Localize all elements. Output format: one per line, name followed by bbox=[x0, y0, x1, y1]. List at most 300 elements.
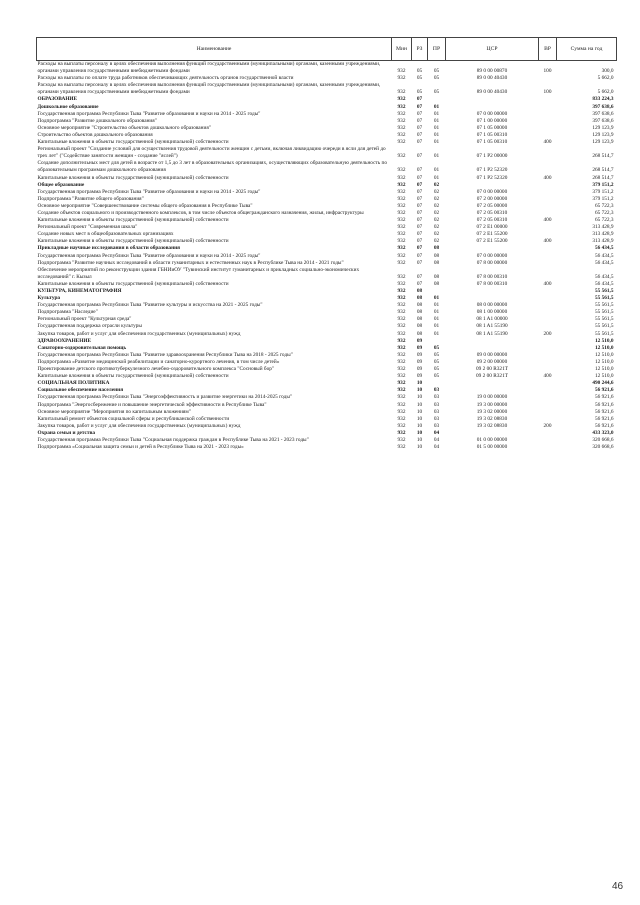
cell-min: 932 bbox=[397, 181, 406, 188]
cell-name: Капитальные вложения в объекты государственной (муниципальной) собственности bbox=[37, 139, 229, 146]
cell-sum: 433 323,0 bbox=[592, 429, 614, 436]
cell-vr bbox=[539, 75, 557, 82]
cell-vr bbox=[539, 245, 557, 252]
cell-rz: 07 bbox=[416, 224, 423, 231]
cell-csr: 08 1 00 00000 bbox=[476, 309, 508, 316]
table-row bbox=[37, 416, 617, 423]
cell-csr: 07 8 00 00310 bbox=[476, 273, 508, 280]
cell-csr: 07 0 00 00000 bbox=[476, 188, 508, 195]
cell-min: 932 bbox=[397, 75, 406, 82]
cell-rz: 09 bbox=[416, 373, 423, 380]
cell-min: 932 bbox=[397, 344, 406, 351]
cell-vr bbox=[539, 146, 557, 160]
cell-rz: 07 bbox=[416, 153, 423, 160]
cell-sum: 12 510,0 bbox=[594, 373, 614, 380]
cell-sum: 56 434,5 bbox=[594, 273, 614, 280]
cell-rz: 08 bbox=[416, 295, 423, 302]
table-row bbox=[37, 331, 617, 338]
table-row bbox=[37, 402, 617, 409]
cell-name: Расходы на выплаты по оплате труда работников обеспечивающих деятельность органов государственной власти bbox=[37, 75, 294, 82]
cell-csr: 08 1 A1 55190 bbox=[476, 323, 508, 330]
cell-vr bbox=[539, 352, 557, 359]
cell-name: Подпрограмма «Развитие медицинской реабилитации и санаторно-курортного лечения, в том числе детей» bbox=[37, 358, 280, 365]
cell-sum: 268 514,7 bbox=[592, 153, 614, 160]
cell-pr: 03 bbox=[433, 401, 440, 408]
cell-pr: 08 bbox=[433, 273, 440, 280]
table-row bbox=[37, 323, 617, 330]
cell-pr: 01 bbox=[433, 174, 440, 181]
cell-name: Подпрограмма "Энергосбережение и повышение энергетической эффективности в Республике Тыва" bbox=[37, 401, 267, 408]
cell-csr: 89 0 00 00870 bbox=[476, 68, 508, 75]
cell-rz: 07 bbox=[416, 103, 423, 110]
cell-name: Дошкольное образование bbox=[37, 103, 99, 110]
cell-pr bbox=[428, 288, 446, 295]
table-row bbox=[37, 182, 617, 189]
cell-min: 932 bbox=[397, 238, 406, 245]
table-row bbox=[37, 373, 617, 380]
cell-pr: 01 bbox=[433, 124, 440, 131]
cell-csr: 19 3 02 08830 bbox=[476, 415, 508, 422]
cell-sum: 397 638,6 bbox=[592, 103, 614, 110]
cell-min: 932 bbox=[397, 231, 406, 238]
cell-vr bbox=[539, 359, 557, 366]
header-vr: ВР bbox=[539, 38, 557, 61]
cell-sum: 56 921,6 bbox=[594, 422, 614, 429]
cell-min: 932 bbox=[397, 259, 406, 266]
cell-pr: 04 bbox=[433, 429, 440, 436]
cell-rz: 10 bbox=[416, 429, 423, 436]
cell-min: 932 bbox=[397, 351, 406, 358]
cell-vr bbox=[539, 430, 557, 437]
cell-vr bbox=[539, 260, 557, 267]
cell-name: Обеспечение мероприятий по реконструкции здания ГБНИиОУ "Тувинский институт гуманитарных и прикладных социально-экономических исследований" г. Кызыл bbox=[37, 266, 360, 280]
cell-name: КУЛЬТУРА, КИНЕМАТОГРАФИЯ bbox=[37, 288, 122, 294]
cell-name: Государственная программа Республики Тыва "Развитие образования и науки на 2014 - 2025 годы" bbox=[37, 252, 261, 259]
cell-rz: 09 bbox=[416, 358, 423, 365]
cell-sum: 268 514,7 bbox=[592, 174, 614, 181]
cell-vr: 400 bbox=[543, 238, 552, 245]
cell-vr bbox=[539, 394, 557, 401]
table-row bbox=[37, 160, 617, 174]
table-row bbox=[37, 175, 617, 182]
cell-csr bbox=[446, 345, 539, 352]
cell-csr bbox=[446, 96, 539, 103]
cell-name: Общее образование bbox=[37, 181, 85, 188]
cell-sum: 12 510,0 bbox=[594, 337, 614, 344]
cell-vr bbox=[539, 210, 557, 217]
cell-rz: 07 bbox=[416, 96, 423, 103]
cell-min: 932 bbox=[397, 89, 406, 96]
cell-csr: 08 0 00 00000 bbox=[476, 302, 508, 309]
cell-name: Закупка товаров, работ и услуг для обеспечения государственных (муниципальных) нужд bbox=[37, 330, 241, 337]
cell-name: Социальное обеспечение населения bbox=[37, 387, 124, 394]
cell-vr bbox=[539, 288, 557, 295]
cell-pr: 01 bbox=[433, 316, 440, 323]
table-row bbox=[37, 359, 617, 366]
cell-name: Подпрограмма "Развитие научных исследований в области гуманитарных и естественных наук в Республике Тыва на 2014 - 2021 годы" bbox=[37, 259, 344, 266]
cell-rz: 07 bbox=[416, 252, 423, 259]
cell-min: 932 bbox=[397, 422, 406, 429]
cell-sum: 56 921,6 bbox=[594, 415, 614, 422]
table-row bbox=[37, 189, 617, 196]
cell-name: Капитальный ремонт объектов социальной сферы и республиканской собственности bbox=[37, 415, 230, 422]
cell-sum: 5 662,0 bbox=[597, 75, 614, 82]
cell-vr bbox=[539, 437, 557, 444]
cell-rz: 07 bbox=[416, 202, 423, 209]
table-row bbox=[37, 345, 617, 352]
cell-pr: 01 bbox=[433, 309, 440, 316]
table-row bbox=[37, 338, 617, 345]
table-row bbox=[37, 203, 617, 210]
cell-name: Санаторно-оздоровительная помощь bbox=[37, 344, 127, 351]
cell-sum: 56 921,6 bbox=[594, 387, 614, 394]
cell-pr: 05 bbox=[433, 68, 440, 75]
cell-min: 932 bbox=[397, 429, 406, 436]
cell-vr bbox=[539, 309, 557, 316]
cell-vr bbox=[539, 96, 557, 103]
cell-csr: 07 1 00 00000 bbox=[476, 117, 508, 124]
cell-csr: 07 1 P2 00000 bbox=[476, 153, 508, 160]
cell-sum: 320 668,6 bbox=[592, 436, 614, 443]
cell-min: 932 bbox=[397, 295, 406, 302]
cell-csr bbox=[446, 380, 539, 387]
cell-min: 932 bbox=[397, 436, 406, 443]
cell-min: 932 bbox=[397, 68, 406, 75]
cell-pr: 05 bbox=[433, 89, 440, 96]
cell-rz: 10 bbox=[416, 394, 423, 401]
cell-rz: 07 bbox=[416, 245, 423, 252]
cell-vr bbox=[539, 231, 557, 238]
cell-sum: 490 244,6 bbox=[592, 380, 614, 387]
cell-name: Капитальные вложения в объекты государственной (муниципальной) собственности bbox=[37, 373, 229, 380]
cell-sum: 12 510,0 bbox=[594, 366, 614, 373]
cell-sum: 56 434,5 bbox=[594, 259, 614, 266]
cell-vr bbox=[539, 160, 557, 174]
table-row bbox=[37, 380, 617, 387]
table-row bbox=[37, 444, 617, 451]
cell-csr: 07 2 E1 55200 bbox=[476, 231, 508, 238]
cell-sum: 313 428,9 bbox=[592, 224, 614, 231]
cell-pr: 05 bbox=[433, 358, 440, 365]
cell-min: 932 bbox=[397, 309, 406, 316]
cell-pr: 02 bbox=[433, 217, 440, 224]
cell-min: 932 bbox=[397, 131, 406, 138]
cell-sum: 65 722,3 bbox=[594, 209, 614, 216]
cell-rz: 07 bbox=[416, 117, 423, 124]
cell-csr bbox=[446, 182, 539, 189]
cell-csr: 07 8 00 00000 bbox=[476, 259, 508, 266]
cell-name: Капитальные вложения в объекты государственной (муниципальной) собственности bbox=[37, 174, 229, 181]
cell-rz: 08 bbox=[416, 302, 423, 309]
cell-name: Государственная программа Республики Тыва "Развитие образования и науки на 2014 - 2025 годы" bbox=[37, 110, 261, 117]
cell-name: Создание объектов социального и производственного комплексов, в том числе объектов общегражданского назначения, жилья, инфраструктуры bbox=[37, 209, 364, 216]
cell-min: 932 bbox=[397, 302, 406, 309]
table-row bbox=[37, 61, 617, 76]
cell-csr bbox=[446, 288, 539, 295]
cell-sum: 56 921,6 bbox=[594, 408, 614, 415]
cell-sum: 129 123,9 bbox=[592, 131, 614, 138]
table-row bbox=[37, 82, 617, 96]
cell-rz: 07 bbox=[416, 238, 423, 245]
cell-sum: 5 662,0 bbox=[597, 89, 614, 96]
cell-name: Государственная программа Республики Тыва "Развитие образования и науки на 2014 - 2025 годы" bbox=[37, 188, 261, 195]
cell-name: Государственная программа Республики Тыва "Социальная поддержка граждан в Республике Тыва на 2021 - 2023 годы" bbox=[37, 436, 309, 443]
table-row bbox=[37, 96, 617, 103]
cell-name: Строительство объектов дошкольного образования bbox=[37, 131, 153, 138]
cell-name: Охрана семьи и детства bbox=[37, 429, 95, 436]
cell-rz: 08 bbox=[416, 330, 423, 337]
cell-rz: 10 bbox=[416, 436, 423, 443]
cell-min: 932 bbox=[397, 174, 406, 181]
cell-csr bbox=[446, 245, 539, 252]
cell-rz: 08 bbox=[416, 323, 423, 330]
cell-min: 932 bbox=[397, 124, 406, 131]
cell-min: 932 bbox=[397, 408, 406, 415]
cell-csr: 07 1 05 00000 bbox=[476, 124, 508, 131]
cell-vr bbox=[539, 125, 557, 132]
cell-rz: 07 bbox=[416, 273, 423, 280]
cell-name: Региональный проект "Современная школа" bbox=[37, 224, 138, 231]
table-row bbox=[37, 104, 617, 111]
cell-pr: 08 bbox=[433, 252, 440, 259]
cell-vr bbox=[539, 111, 557, 118]
cell-pr: 02 bbox=[433, 238, 440, 245]
cell-vr bbox=[539, 203, 557, 210]
cell-csr: 07 1 P2 52320 bbox=[476, 174, 508, 181]
cell-sum: 56 921,6 bbox=[594, 394, 614, 401]
cell-min: 932 bbox=[397, 330, 406, 337]
cell-sum: 397 638,6 bbox=[592, 117, 614, 124]
cell-name: Государственная поддержка отрасли культуры bbox=[37, 323, 142, 330]
cell-min: 932 bbox=[397, 110, 406, 117]
cell-sum: 65 722,3 bbox=[594, 217, 614, 224]
cell-pr: 02 bbox=[433, 195, 440, 202]
cell-vr: 200 bbox=[543, 422, 552, 429]
cell-sum: 379 151,2 bbox=[592, 181, 614, 188]
cell-sum: 12 510,0 bbox=[594, 358, 614, 365]
page-number: 46 bbox=[612, 881, 624, 892]
cell-rz: 07 bbox=[416, 174, 423, 181]
cell-pr: 05 bbox=[433, 344, 440, 351]
cell-min: 932 bbox=[397, 387, 406, 394]
cell-min: 932 bbox=[397, 273, 406, 280]
header-name: Наименование bbox=[37, 38, 392, 61]
cell-csr: 19 3 00 00000 bbox=[476, 401, 508, 408]
table-row bbox=[37, 267, 617, 281]
cell-vr bbox=[539, 345, 557, 352]
cell-csr bbox=[446, 387, 539, 394]
cell-vr bbox=[539, 295, 557, 302]
cell-csr: 07 8 00 00310 bbox=[476, 280, 508, 287]
table-row bbox=[37, 210, 617, 217]
cell-vr bbox=[539, 402, 557, 409]
cell-csr: 07 0 00 00000 bbox=[476, 110, 508, 117]
cell-pr bbox=[428, 380, 446, 387]
table-row bbox=[37, 260, 617, 267]
cell-name: Подпрограмма "Развитие дошкольного образования" bbox=[37, 117, 157, 124]
cell-min: 932 bbox=[397, 209, 406, 216]
cell-vr bbox=[539, 416, 557, 423]
cell-pr: 02 bbox=[433, 202, 440, 209]
cell-rz: 05 bbox=[416, 68, 423, 75]
cell-pr: 03 bbox=[433, 415, 440, 422]
table-row bbox=[37, 409, 617, 416]
cell-min: 932 bbox=[397, 337, 406, 344]
cell-rz: 07 bbox=[416, 259, 423, 266]
cell-min: 932 bbox=[397, 103, 406, 110]
cell-vr bbox=[539, 253, 557, 260]
cell-csr: 07 2 05 00310 bbox=[476, 217, 508, 224]
cell-rz: 10 bbox=[416, 408, 423, 415]
cell-rz: 07 bbox=[416, 188, 423, 195]
cell-vr: 400 bbox=[543, 280, 552, 287]
cell-vr: 400 bbox=[543, 139, 552, 146]
cell-sum: 12 510,0 bbox=[594, 351, 614, 358]
cell-name: Подпрограмма «Социальная защита семьи и детей в Республике Тыва на 2021 - 2023 годы» bbox=[37, 444, 244, 451]
cell-vr bbox=[539, 338, 557, 345]
table-row bbox=[37, 118, 617, 125]
cell-pr: 05 bbox=[433, 75, 440, 82]
cell-csr: 07 2 E1 55200 bbox=[476, 238, 508, 245]
cell-rz: 07 bbox=[416, 195, 423, 202]
cell-vr bbox=[539, 224, 557, 231]
cell-csr: 09 0 00 00000 bbox=[476, 351, 508, 358]
cell-pr: 03 bbox=[433, 387, 440, 394]
cell-pr: 01 bbox=[433, 302, 440, 309]
table-row bbox=[37, 394, 617, 401]
cell-csr: 89 0 00 40430 bbox=[476, 89, 508, 96]
cell-vr: 100 bbox=[543, 89, 552, 96]
cell-name: Капитальные вложения в объекты государственной (муниципальной) собственности bbox=[37, 217, 229, 224]
cell-name: Региональный проект "Создание условий для осуществления трудовой деятельности женщин с детьми, включая ликвидацию очереди в ясли для детей до трех лет" ("Содействие занятости женщин - создание "яслей") bbox=[37, 146, 386, 160]
table-row bbox=[37, 437, 617, 444]
cell-vr bbox=[539, 196, 557, 203]
cell-sum: 55 561,5 bbox=[594, 302, 614, 309]
cell-name: Государственная программа Республики Тыва "Развитие культуры и искусства на 2021 - 2025 годы" bbox=[37, 302, 263, 309]
cell-csr: 19 3 02 00000 bbox=[476, 408, 508, 415]
cell-pr: 03 bbox=[433, 422, 440, 429]
cell-rz: 07 bbox=[416, 131, 423, 138]
cell-min: 932 bbox=[397, 366, 406, 373]
cell-sum: 55 561,5 bbox=[594, 309, 614, 316]
cell-min: 932 bbox=[397, 245, 406, 252]
cell-vr: 100 bbox=[543, 68, 552, 75]
cell-sum: 379 151,2 bbox=[592, 188, 614, 195]
cell-pr: 01 bbox=[433, 323, 440, 330]
cell-pr: 08 bbox=[433, 245, 440, 252]
cell-vr bbox=[539, 132, 557, 139]
cell-csr: 07 2 00 00000 bbox=[476, 195, 508, 202]
cell-name: Проектирование детского противотуберкулезного лечебно-оздоровительного комплекса "Сосновый бор" bbox=[37, 366, 275, 373]
cell-csr bbox=[446, 104, 539, 111]
cell-pr: 02 bbox=[433, 181, 440, 188]
cell-vr bbox=[539, 323, 557, 330]
cell-sum: 379 151,2 bbox=[592, 195, 614, 202]
cell-min: 932 bbox=[397, 288, 406, 294]
cell-csr: 07 1 P2 52320 bbox=[476, 167, 508, 174]
cell-name: Прикладные научные исследования в области образования bbox=[37, 245, 181, 252]
cell-pr: 01 bbox=[433, 295, 440, 302]
cell-rz: 07 bbox=[416, 209, 423, 216]
cell-min: 932 bbox=[397, 316, 406, 323]
table-row bbox=[37, 288, 617, 295]
cell-vr bbox=[539, 380, 557, 387]
cell-pr: 08 bbox=[433, 259, 440, 266]
cell-sum: 55 561,5 bbox=[594, 316, 614, 323]
cell-pr: 04 bbox=[433, 436, 440, 443]
cell-min: 932 bbox=[397, 394, 406, 401]
cell-min: 932 bbox=[397, 358, 406, 365]
cell-sum: 56 434,5 bbox=[594, 245, 614, 252]
header-rz: РЗ bbox=[412, 38, 428, 61]
cell-name: Создание дополнительных мест для детей в возрасте от 1,5 до 3 лет в образовательных организациях, осуществляющих образовательную деятельность по образовательным программам дошкольного образования bbox=[37, 160, 387, 174]
cell-min: 932 bbox=[397, 117, 406, 124]
cell-min: 932 bbox=[397, 444, 406, 451]
cell-pr: 01 bbox=[433, 330, 440, 337]
cell-vr: 400 bbox=[543, 174, 552, 181]
cell-sum: 55 561,5 bbox=[594, 295, 614, 302]
cell-name: Закупка товаров, работ и услуг для обеспечения государственных (муниципальных) нужд bbox=[37, 422, 241, 429]
cell-min: 932 bbox=[397, 373, 406, 380]
cell-pr: 08 bbox=[433, 280, 440, 287]
cell-pr: 02 bbox=[433, 231, 440, 238]
cell-sum: 55 561,5 bbox=[594, 330, 614, 337]
cell-name: Подпрограмма "Развитие общего образования" bbox=[37, 195, 144, 202]
cell-vr bbox=[539, 387, 557, 394]
cell-min: 932 bbox=[397, 380, 406, 387]
cell-csr: 08 1 A1 00000 bbox=[476, 316, 508, 323]
cell-sum: 268 514,7 bbox=[592, 167, 614, 174]
cell-vr bbox=[539, 444, 557, 451]
cell-sum: 300,0 bbox=[601, 68, 614, 75]
cell-name: ЗДРАВООХРАНЕНИЕ bbox=[37, 337, 91, 344]
cell-name: Капитальные вложения в объекты государственной (муниципальной) собственности bbox=[37, 280, 229, 287]
cell-min: 932 bbox=[397, 401, 406, 408]
cell-vr bbox=[539, 189, 557, 196]
cell-rz: 10 bbox=[416, 387, 423, 394]
header-min: Мин bbox=[392, 38, 412, 61]
cell-sum: 313 428,9 bbox=[592, 231, 614, 238]
cell-csr: 89 0 00 40430 bbox=[476, 75, 508, 82]
cell-min: 932 bbox=[397, 188, 406, 195]
cell-rz: 08 bbox=[416, 288, 423, 294]
table-row bbox=[37, 423, 617, 430]
table-row bbox=[37, 196, 617, 203]
cell-sum: 12 510,0 bbox=[594, 344, 614, 351]
cell-csr bbox=[446, 295, 539, 302]
header-pr: ПР bbox=[428, 38, 446, 61]
cell-csr: 07 0 00 00000 bbox=[476, 252, 508, 259]
cell-sum: 833 224,3 bbox=[592, 96, 614, 103]
cell-pr: 01 bbox=[433, 167, 440, 174]
cell-vr bbox=[539, 118, 557, 125]
cell-pr: 01 bbox=[433, 103, 440, 110]
cell-name: Основное мероприятие "Мероприятия по капитальным вложениям" bbox=[37, 408, 191, 415]
budget-table bbox=[36, 37, 617, 451]
cell-name: СОЦИАЛЬНАЯ ПОЛИТИКА bbox=[37, 380, 110, 387]
cell-rz: 07 bbox=[416, 181, 423, 188]
cell-sum: 397 638,6 bbox=[592, 110, 614, 117]
table-row bbox=[37, 245, 617, 252]
cell-min: 932 bbox=[397, 96, 406, 103]
cell-pr: 02 bbox=[433, 224, 440, 231]
cell-rz: 07 bbox=[416, 139, 423, 146]
table-row bbox=[37, 430, 617, 437]
cell-name: Основное мероприятие "Строительство объектов дошкольного образования" bbox=[37, 124, 211, 131]
header-csr: ЦСР bbox=[446, 38, 539, 61]
cell-rz: 09 bbox=[416, 344, 423, 351]
budget-table-sheet bbox=[36, 37, 616, 451]
